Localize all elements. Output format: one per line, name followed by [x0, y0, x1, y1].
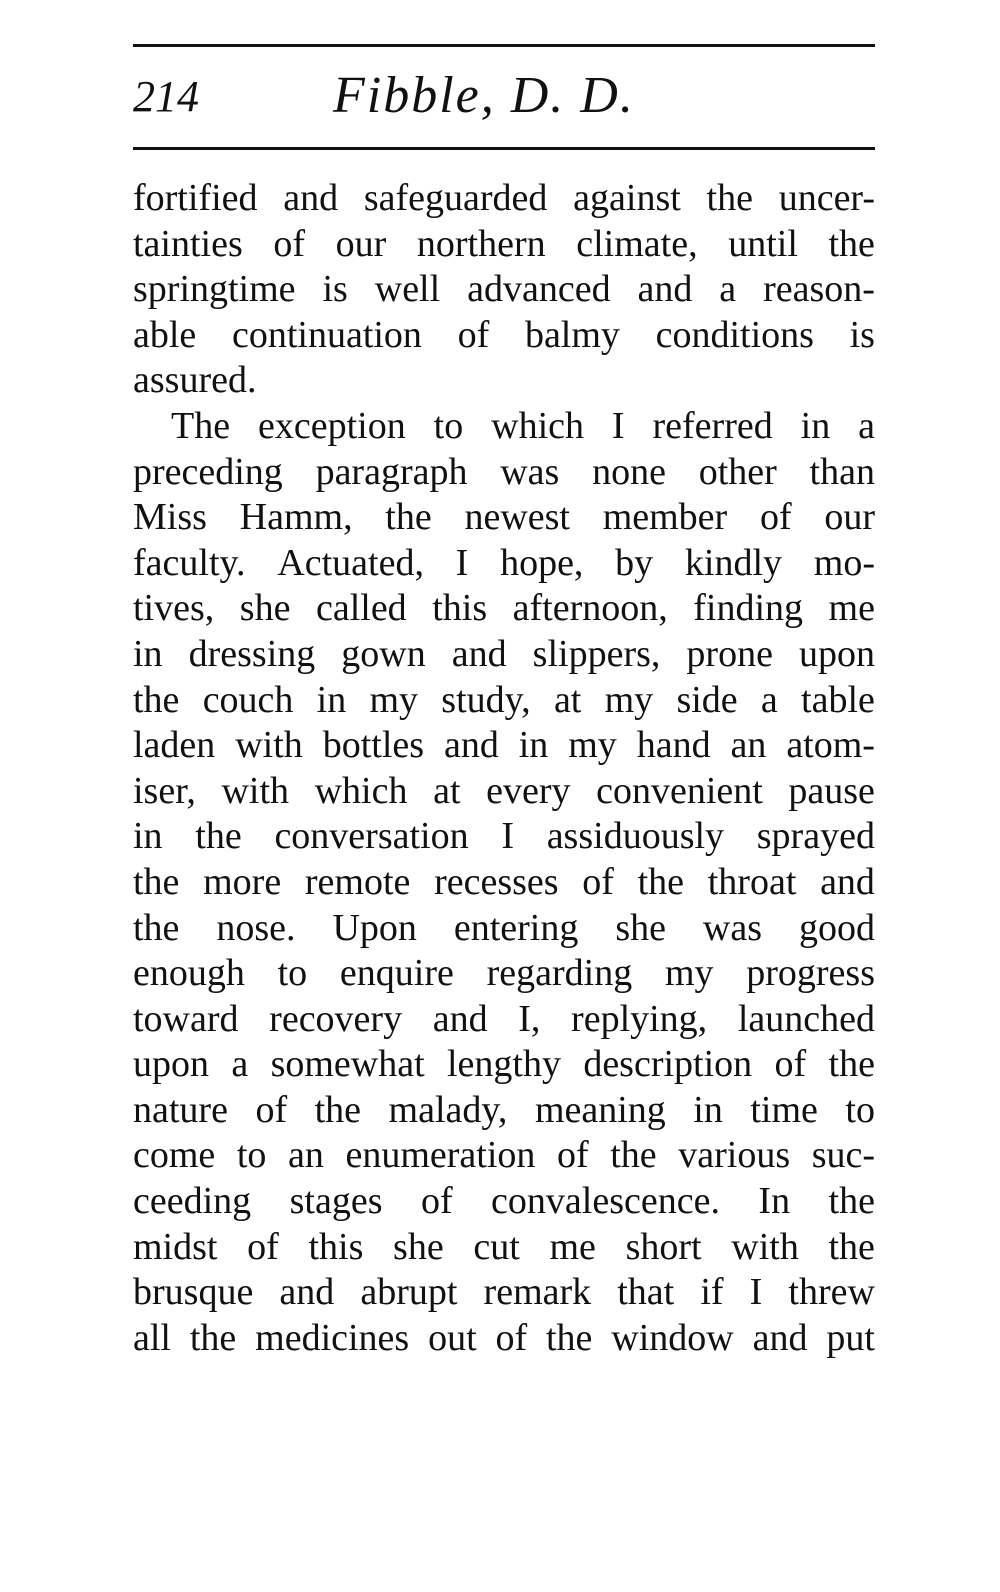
text-line: The exception to which I referred in a [171, 404, 875, 447]
body-text [133, 176, 875, 1361]
header-top-rule [133, 44, 875, 47]
text-line: in the conversation I assiduously sprayed [133, 815, 875, 858]
page-number: 214 [133, 72, 199, 121]
text-line: able continuation of balmy conditions is [133, 313, 875, 356]
text-line: assured. [133, 359, 257, 402]
header-bottom-rule [133, 147, 875, 150]
book-page [133, 44, 875, 1361]
text-line: the more remote recesses of the throat and [133, 860, 875, 903]
text-line: midst of this she cut me short with the [133, 1225, 875, 1268]
text-line: tives, she called this afternoon, finding me [133, 587, 875, 630]
text-line: upon a somewhat lengthy description of the [133, 1043, 875, 1086]
text-line: springtime is well advanced and a reason- [133, 268, 875, 311]
paragraph [133, 176, 875, 404]
running-header [133, 55, 875, 139]
text-line: nature of the malady, meaning in time to [133, 1088, 875, 1131]
text-line: ceeding stages of convalescence. In the [133, 1180, 875, 1223]
text-line: tainties of our northern climate, until the [133, 222, 875, 265]
text-line: laden with bottles and in my hand an atom- [133, 724, 875, 767]
text-line: iser, with which at every convenient pause [133, 769, 875, 812]
text-line: enough to enquire regarding my progress [133, 952, 875, 995]
text-line: Miss Hamm, the newest member of our [133, 496, 875, 539]
text-line: the couch in my study, at my side a table [133, 678, 875, 721]
running-title: Fibble, D. D. [333, 67, 635, 124]
text-line: in dressing gown and slippers, prone upon [133, 632, 875, 675]
paragraph [133, 404, 875, 1361]
text-line: the nose. Upon entering she was good [133, 906, 875, 949]
text-line: preceding paragraph was none other than [133, 450, 875, 493]
text-line: brusque and abrupt remark that if I threw [133, 1271, 875, 1314]
text-line: all the medicines out of the window and put [133, 1316, 875, 1359]
text-line: come to an enumeration of the various suc- [133, 1134, 875, 1177]
text-line: toward recovery and I, replying, launched [133, 997, 875, 1040]
text-line: faculty. Actuated, I hope, by kindly mo- [133, 541, 875, 584]
text-line: fortified and safeguarded against the uncer- [133, 177, 875, 219]
